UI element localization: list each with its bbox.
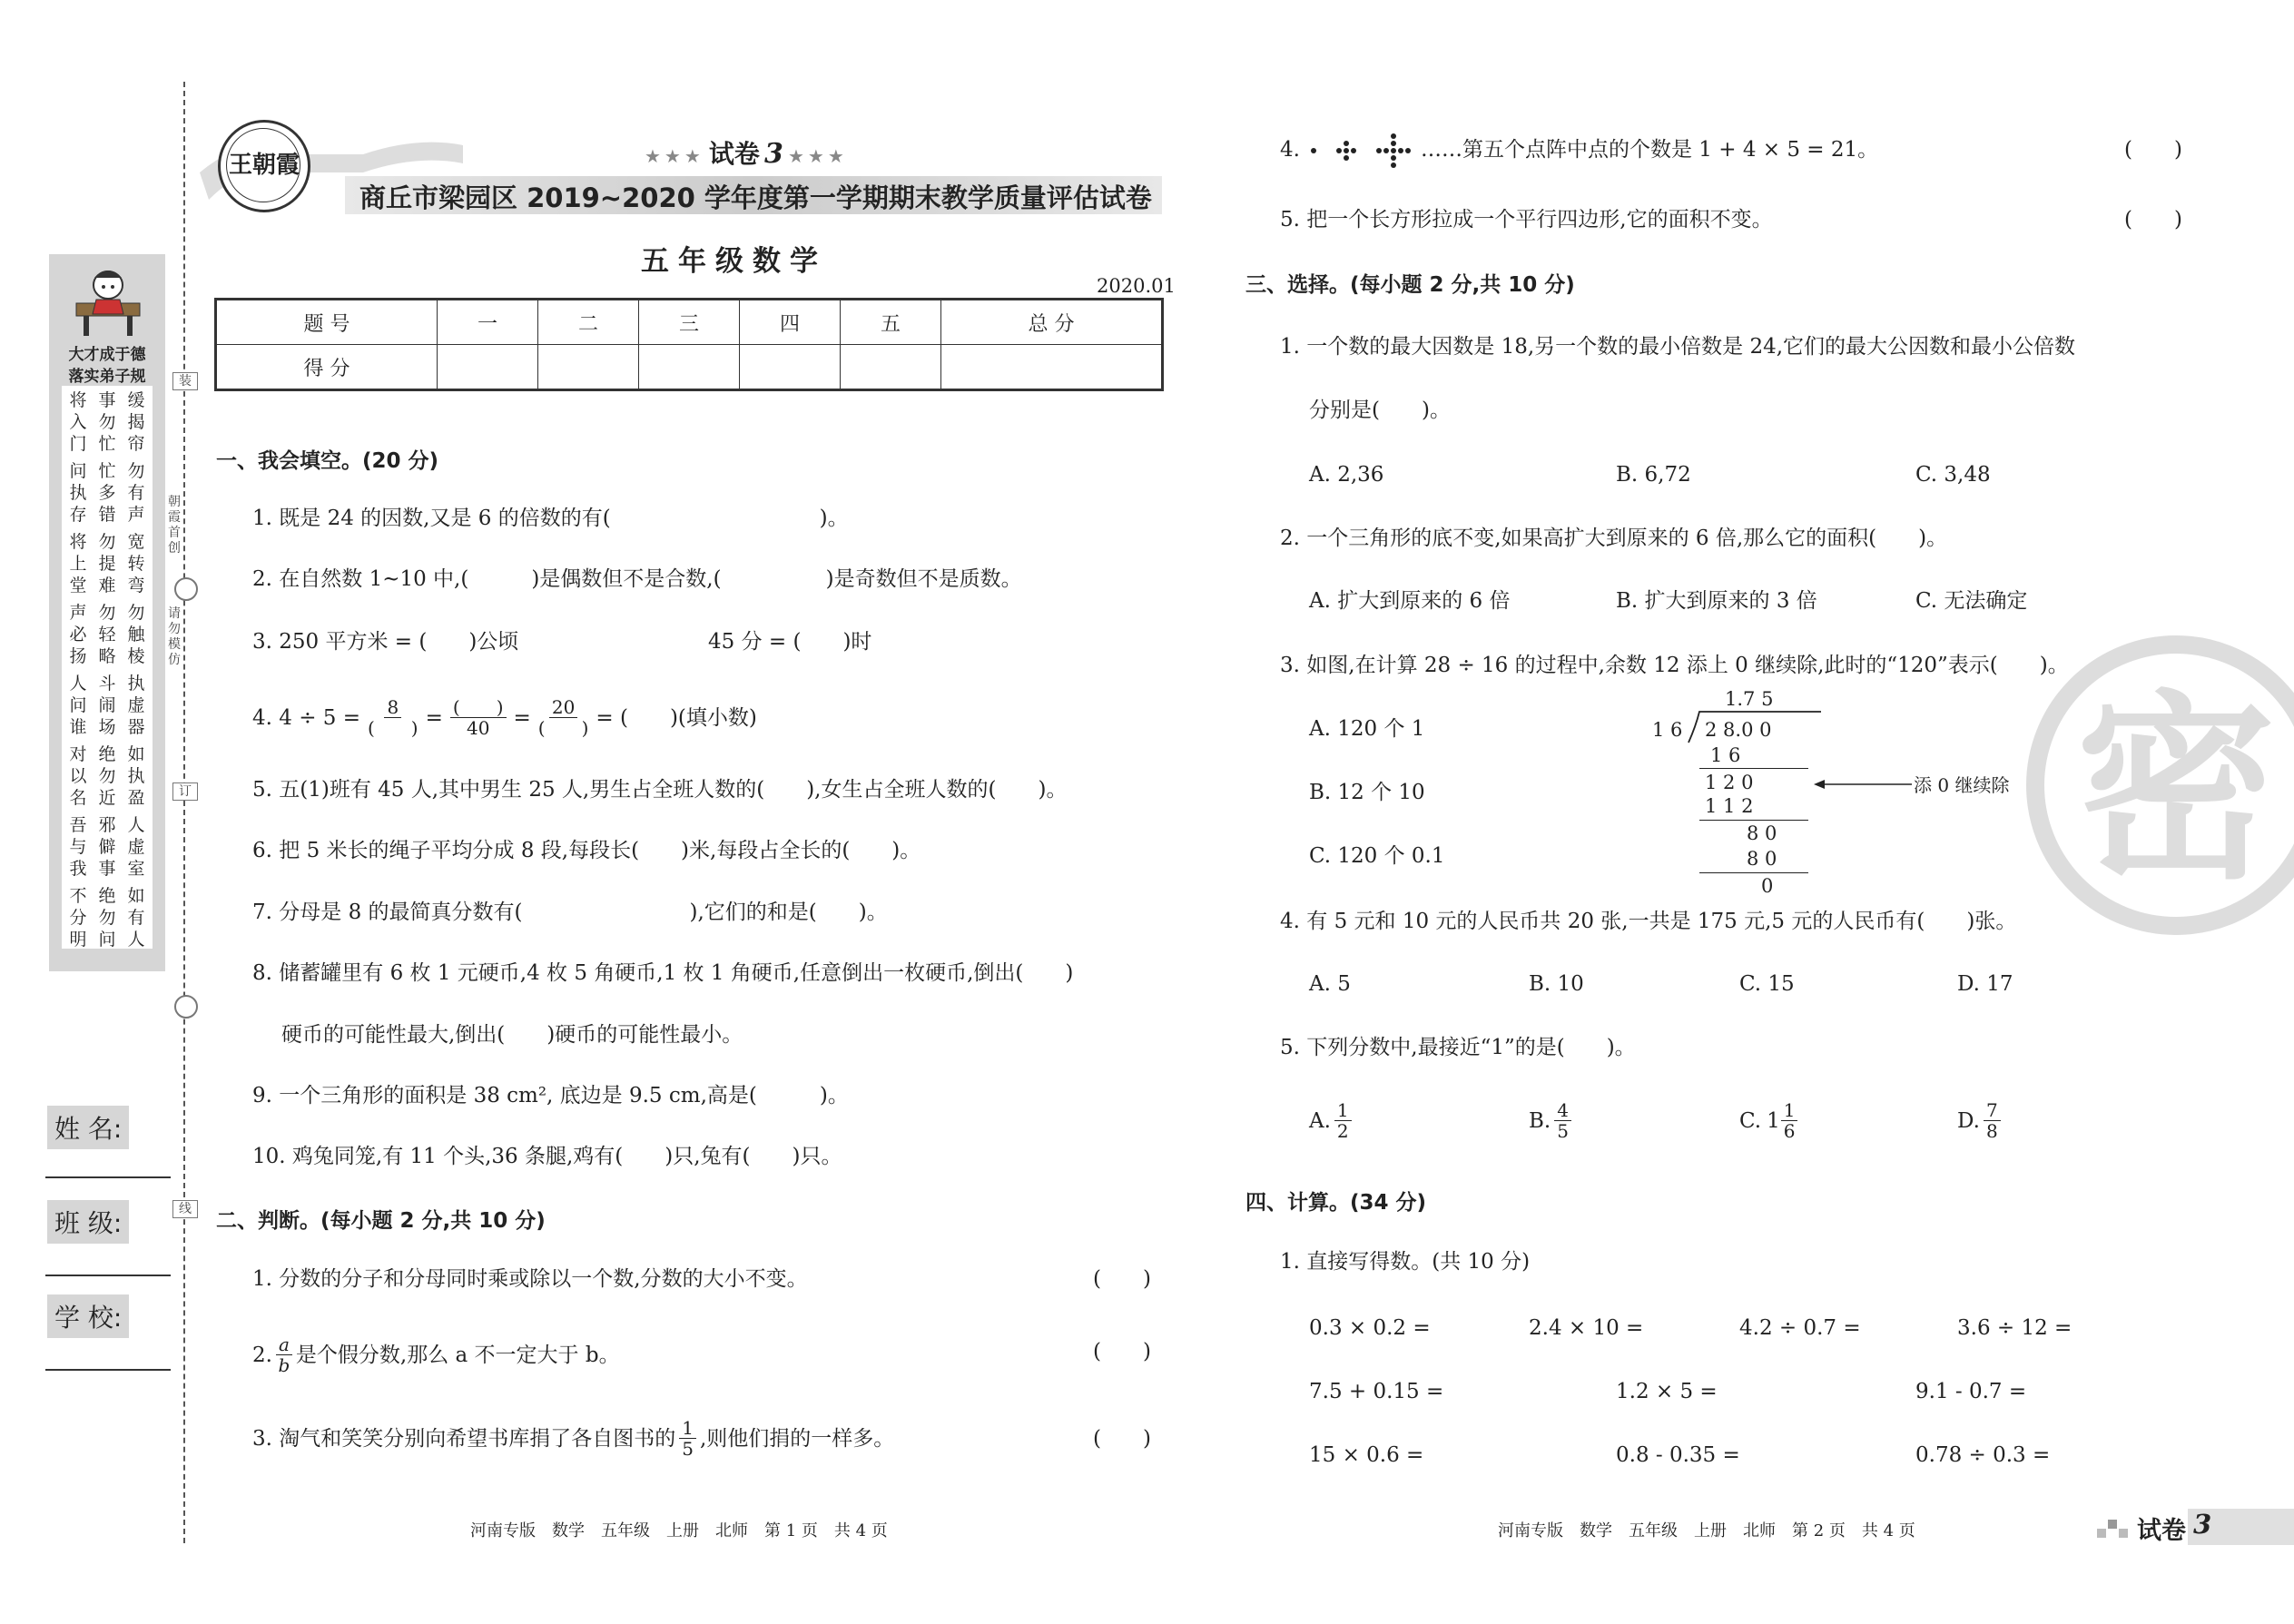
quotient: 1.7 5 xyxy=(1725,688,1774,710)
s2-q2 xyxy=(252,1334,620,1375)
calc-item: 0.3 × 0.2 = xyxy=(1309,1316,1431,1340)
s1-q4: 4. 4 ÷ 5 = $\frac{8}{( )}$ = $\frac{( )}{40}$ = $\frac{20}{( )}$ = ( )(填小数) xyxy=(252,696,757,739)
answer-paren[interactable]: ( ) xyxy=(1093,1267,1151,1291)
stamp-no-copy: 请勿模仿 xyxy=(168,606,181,667)
footer-left: 河南专版 数学 五年级 上册 北师 第 1 页 共 4 页 xyxy=(470,1521,888,1540)
option[interactable]: A. 120 个 1 xyxy=(1309,717,1425,741)
s1-q8b: 硬币的可能性最大,倒出( )硬币的可能性最小。 xyxy=(281,1023,743,1047)
s3-q1b: 分别是( )。 xyxy=(1309,399,1451,422)
numerator: a xyxy=(276,1334,292,1355)
motto-top: 大才成于德 xyxy=(68,346,146,364)
cartoon-scholar-icon xyxy=(67,260,149,341)
denominator: 6 xyxy=(1783,1120,1796,1142)
motto-col: 执虚器 xyxy=(127,674,145,737)
division-step: 1 6 xyxy=(1710,744,1741,766)
s2-q3-prefix: 3. 淘气和笑笑分别向希望书库捐了各自图书的 xyxy=(252,1426,676,1451)
calc-item: 0.78 ÷ 0.3 = xyxy=(1915,1443,2051,1467)
motto-col: 斗闹场 xyxy=(98,674,116,737)
option[interactable]: B. 扩大到原来的 3 倍 xyxy=(1616,589,1817,613)
fraction xyxy=(368,697,418,738)
section1-heading: 一、我会填空。(20 分) xyxy=(216,449,439,473)
motto-verses xyxy=(62,386,153,949)
option[interactable]: C. 120 个 0.1 xyxy=(1309,844,1445,868)
option[interactable]: B. 10 xyxy=(1529,972,1584,996)
section4-heading: 四、计算。(34 分) xyxy=(1245,1191,1427,1215)
score-header: 三 xyxy=(638,300,739,345)
calc-item: 4.2 ÷ 0.7 = xyxy=(1739,1316,1861,1340)
answer-paren[interactable]: ( ) xyxy=(2124,138,2182,162)
option[interactable] xyxy=(1739,1100,1801,1141)
cut-mark: 装 xyxy=(172,372,198,390)
numerator: 7 xyxy=(1984,1100,2001,1121)
divisor: 1 6 xyxy=(1652,719,1683,741)
class-field[interactable] xyxy=(45,1275,171,1276)
fraction xyxy=(1781,1100,1798,1141)
section2-heading: 二、判断。(每小题 2 分,共 10 分) xyxy=(216,1209,546,1233)
exam-title: 商丘市梁园区 2019~2020 学年度第一学期期末教学质量评估试卷 xyxy=(359,182,1152,213)
logo-text: 王朝霞 xyxy=(228,152,300,179)
motto-col: 人虚室 xyxy=(127,815,145,879)
option[interactable]: C. 3,48 xyxy=(1915,463,1991,487)
s1-q1: 1. 既是 24 的因数,又是 6 的倍数的有( )。 xyxy=(252,507,849,530)
division-step: 8 0 xyxy=(1747,848,1777,870)
cut-mark: 线 xyxy=(172,1200,198,1218)
numerator: 1 xyxy=(1334,1100,1352,1121)
footer-badge xyxy=(2097,1509,2294,1545)
score-header: 总 分 xyxy=(940,300,1162,345)
s1-q6: 6. 把 5 米长的绳子平均分成 8 段,每段长( )米,每段占全长的( )。 xyxy=(252,839,921,862)
answer-paren[interactable]: ( ) xyxy=(2124,208,2182,231)
option[interactable]: C. 无法确定 xyxy=(1915,589,2028,613)
motto-col: 问执存 xyxy=(69,461,87,525)
motto-col: 事勿忙 xyxy=(98,390,116,454)
motto-col: 不分明 xyxy=(69,886,87,950)
s3-q1a: 1. 一个数的最大因数是 18,另一个数的最小倍数是 24,它们的最大公因数和最小公倍数 xyxy=(1280,335,2076,359)
score-header: 题 号 xyxy=(216,300,438,345)
motto-col: 绝勿问 xyxy=(98,886,116,950)
numerator: 1 xyxy=(679,1418,696,1439)
dot-pattern-figure xyxy=(1307,136,1425,167)
s1-q2: 2. 在自然数 1~10 中,( )是偶数但不是合数,( )是奇数但不是质数。 xyxy=(252,567,1022,591)
division-step: 1 1 2 xyxy=(1705,795,1754,817)
motto-col: 宽转弯 xyxy=(127,532,145,595)
motto-col: 人问谁 xyxy=(69,674,87,737)
division-note: 添 0 继续除 xyxy=(1914,774,2010,796)
seal-text: 密 xyxy=(2075,674,2276,906)
option-label: D. xyxy=(1957,1108,1980,1133)
denominator: ( ) xyxy=(368,717,418,739)
calc-item: 7.5 + 0.15 = xyxy=(1309,1380,1444,1403)
answer-paren[interactable]: ( ) xyxy=(1093,1427,1151,1451)
cut-mark: 订 xyxy=(172,782,198,801)
score-cell[interactable] xyxy=(940,345,1162,390)
option[interactable]: C. 15 xyxy=(1739,972,1795,996)
motto-col: 吾与我 xyxy=(69,815,87,879)
score-header: 四 xyxy=(739,300,840,345)
footer-badge-label: 试卷 xyxy=(2137,1517,2186,1545)
s1-q4-suffix: = ( )(填小数) xyxy=(596,705,757,730)
binding-hole xyxy=(174,577,198,601)
division-step: 8 0 xyxy=(1747,822,1777,844)
option[interactable]: D. 17 xyxy=(1957,972,2013,996)
score-header: 二 xyxy=(538,300,639,345)
denominator: ( ) xyxy=(537,717,589,739)
answer-paren[interactable]: ( ) xyxy=(1093,1340,1151,1363)
option[interactable] xyxy=(1529,1100,1575,1141)
denominator: 8 xyxy=(1985,1120,1998,1142)
fraction xyxy=(276,1334,292,1375)
calc-item: 2.4 × 10 = xyxy=(1529,1316,1644,1340)
division-step: 1 2 0 xyxy=(1705,772,1754,793)
calc-item: 1.2 × 5 = xyxy=(1616,1380,1718,1403)
calc-item: 3.6 ÷ 12 = xyxy=(1957,1316,2072,1340)
division-step: 0 xyxy=(1761,875,1774,897)
denominator: 2 xyxy=(1336,1120,1349,1142)
s3-q3: 3. 如图,在计算 28 ÷ 16 的过程中,余数 12 添上 0 继续除,此时的“120”表示( )。 xyxy=(1280,654,2069,677)
option[interactable]: B. 12 个 10 xyxy=(1309,781,1425,804)
footer-right: 河南专版 数学 五年级 上册 北师 第 2 页 共 4 页 xyxy=(1498,1521,1915,1540)
score-row-label: 得 分 xyxy=(216,345,438,390)
confidential-seal xyxy=(2026,635,2294,935)
paper-badge: ★★★ 试卷 3 ★★★ xyxy=(645,138,848,170)
option-label: B. xyxy=(1529,1108,1551,1133)
binding-hole xyxy=(174,995,198,1019)
s2-q4-prefix: 4. xyxy=(1280,138,1300,162)
option[interactable] xyxy=(1309,1100,1355,1141)
dividend: 2 8.0 0 xyxy=(1705,719,1772,741)
score-cell[interactable] xyxy=(840,345,940,390)
motto-panel xyxy=(49,254,165,971)
motto-col: 声必扬 xyxy=(69,603,87,666)
denominator: 40 xyxy=(466,717,490,739)
motto-col: 将上堂 xyxy=(69,532,87,595)
numerator: 8 xyxy=(384,697,401,718)
denominator: b xyxy=(278,1354,290,1376)
fraction xyxy=(1984,1100,2001,1141)
motto-col: 如执盈 xyxy=(127,744,145,808)
score-cell[interactable] xyxy=(538,345,639,390)
option[interactable]: B. 6,72 xyxy=(1616,463,1691,487)
score-header: 一 xyxy=(438,300,538,345)
option-label: C. xyxy=(1739,1108,1762,1133)
s1-q7: 7. 分母是 8 的最简真分数有( ),它们的和是( )。 xyxy=(252,901,888,924)
mixed-whole: 1 xyxy=(1767,1108,1780,1133)
paper-badge-num: 3 xyxy=(764,138,783,170)
s1-q3b: 45 分 = ( )时 xyxy=(708,630,872,654)
score-cell[interactable] xyxy=(739,345,840,390)
stamp-original: 朝霞首创 xyxy=(168,495,181,556)
numerator: 1 xyxy=(1781,1100,1798,1121)
motto-col: 勿触棱 xyxy=(127,603,145,666)
calc-item: 0.8 - 0.35 = xyxy=(1616,1443,1740,1467)
motto-col: 将入门 xyxy=(69,390,87,454)
denominator: 5 xyxy=(682,1438,694,1460)
logo-badge xyxy=(218,120,310,212)
fraction xyxy=(679,1418,696,1459)
s2-q3 xyxy=(252,1418,894,1459)
motto-col: 邪僻事 xyxy=(98,815,116,879)
school-field[interactable] xyxy=(45,1369,171,1371)
s4-sub1: 1. 直接写得数。(共 10 分) xyxy=(1280,1250,1531,1274)
motto-col: 勿轻略 xyxy=(98,603,116,666)
numerator: 4 xyxy=(1554,1100,1571,1121)
option[interactable]: A. 扩大到原来的 6 倍 xyxy=(1309,589,1511,613)
long-division-figure xyxy=(1652,688,1925,906)
motto-col: 如有人 xyxy=(127,886,145,950)
fraction xyxy=(538,697,589,738)
option[interactable] xyxy=(1957,1100,2004,1141)
s1-q9: 9. 一个三角形的面积是 38 cm², 底边是 9.5 cm,高是( )。 xyxy=(252,1084,849,1107)
calc-item: 9.1 - 0.7 = xyxy=(1915,1380,2027,1403)
score-cell[interactable] xyxy=(438,345,538,390)
option[interactable]: A. 5 xyxy=(1309,972,1351,996)
name-field[interactable] xyxy=(45,1176,171,1178)
exam-date: 2020.01 xyxy=(1097,275,1176,297)
s2-q2-prefix: 2. xyxy=(252,1343,272,1367)
option[interactable]: A. 2,36 xyxy=(1309,463,1384,487)
fraction xyxy=(450,697,507,738)
s3-q5: 5. 下列分数中,最接近“1”的是( )。 xyxy=(1280,1036,1636,1059)
class-label: 班 级: xyxy=(47,1200,129,1244)
fraction xyxy=(1554,1100,1571,1141)
s1-q4-prefix: 4. 4 ÷ 5 = xyxy=(252,705,360,730)
section3-heading: 三、选择。(每小题 2 分,共 10 分) xyxy=(1245,273,1575,297)
school-label: 学 校: xyxy=(47,1294,129,1338)
motto-col: 对以名 xyxy=(69,744,87,808)
s1-q3a: 3. 250 平方米 = ( )公顷 xyxy=(252,630,519,654)
s2-q3-suffix: ,则他们捐的一样多。 xyxy=(700,1426,895,1451)
exam-subject: 五年级数学 xyxy=(641,245,827,278)
s1-q5: 5. 五(1)班有 45 人,其中男生 25 人,男生占全班人数的( ),女生占全班人数的( )。 xyxy=(252,778,1068,802)
fraction xyxy=(1334,1100,1352,1141)
s2-q4-text: ……第五个点阵中点的个数是 1 + 4 × 5 = 21。 xyxy=(1421,138,1879,162)
score-table xyxy=(214,298,1164,391)
s2-q5: 5. 把一个长方形拉成一个平行四边形,它的面积不变。 xyxy=(1280,208,1773,231)
score-header: 五 xyxy=(840,300,940,345)
s3-q2: 2. 一个三角形的底不变,如果高扩大到原来的 6 倍,那么它的面积( )。 xyxy=(1280,527,1948,550)
binding-cut-line xyxy=(183,82,185,1543)
s1-q10: 10. 鸡兔同笼,有 11 个头,36 条腿,鸡有( )只,兔有( )只。 xyxy=(252,1145,842,1168)
option-label: A. xyxy=(1309,1108,1331,1133)
motto-col: 勿有声 xyxy=(127,461,145,525)
calc-item: 15 × 0.6 = xyxy=(1309,1443,1424,1467)
score-cell[interactable] xyxy=(638,345,739,390)
numerator: ( ) xyxy=(450,697,507,718)
motto-col: 缓揭帘 xyxy=(127,390,145,454)
arrow-left-icon xyxy=(1814,777,1914,792)
footer-badge-num: 3 xyxy=(2193,1509,2212,1540)
denominator: 5 xyxy=(1557,1120,1569,1142)
s2-q2-suffix: 是个假分数,那么 a 不一定大于 b。 xyxy=(295,1343,620,1367)
numerator: 20 xyxy=(549,697,577,718)
s3-q4: 4. 有 5 元和 10 元的人民币共 20 张,一共是 175 元,5 元的人民币有( )张。 xyxy=(1280,910,2017,933)
motto-col: 忙多错 xyxy=(98,461,116,525)
motto-col: 绝勿近 xyxy=(98,744,116,808)
s1-q8a: 8. 储蓄罐里有 6 枚 1 元硬币,4 枚 5 角硬币,1 枚 1 角硬币,任意倒出一枚硬币,倒出( ) xyxy=(252,961,1074,985)
paper-badge-label: 试卷 xyxy=(708,139,760,169)
motto-bottom: 落实弟子规 xyxy=(68,368,146,386)
motto-col: 勿提难 xyxy=(98,532,116,595)
s2-q1: 1. 分数的分子和分母同时乘或除以一个数,分数的大小不变。 xyxy=(252,1267,808,1291)
name-label: 姓 名: xyxy=(47,1106,129,1149)
